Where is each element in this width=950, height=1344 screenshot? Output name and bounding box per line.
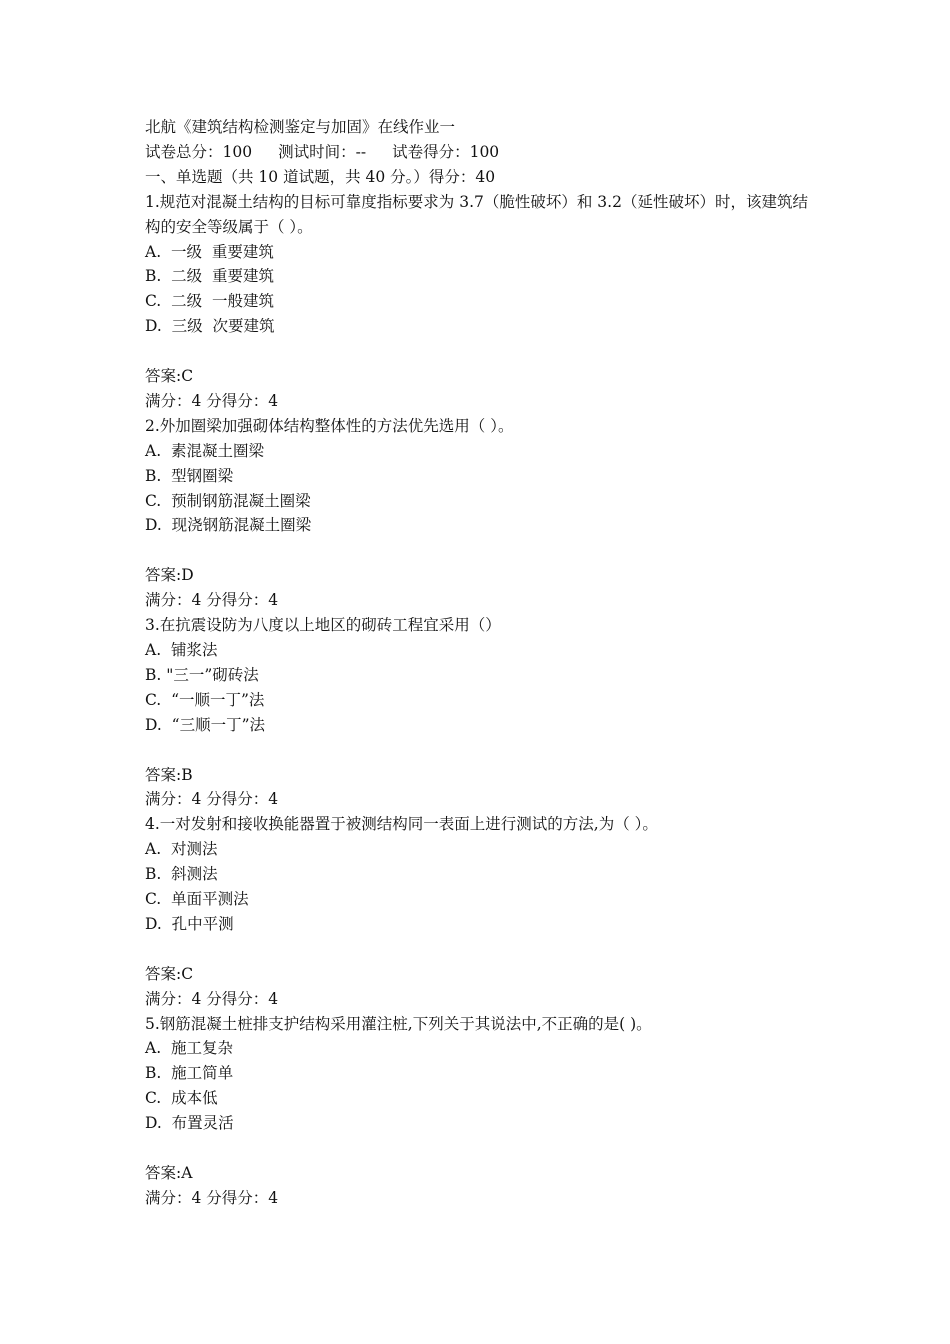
question-4 xyxy=(145,812,815,1011)
option-b: B. 施工简单 xyxy=(145,1064,234,1083)
document-title: 北航《建筑结构检测鉴定与加固》在线作业一 xyxy=(145,118,456,136)
option-b: B. "三一”砌砖法 xyxy=(145,665,259,684)
question-stem: 5.钢筋混凝土桩排支护结构采用灌注桩,下列关于其说法中,不正确的是( )。 xyxy=(145,1014,652,1033)
answer: 答案:A xyxy=(145,1163,193,1182)
section-heading: 一、单选题（共 10 道试题，共 40 分。）得分：40 xyxy=(145,167,496,186)
question-score: 满分：4 分得分：4 xyxy=(145,591,279,610)
option-a: A. 素混凝土圈梁 xyxy=(145,441,264,460)
option-a: A. 铺浆法 xyxy=(145,641,218,659)
answer: 答案:C xyxy=(145,367,194,386)
option-a: A. 施工复杂 xyxy=(145,1039,233,1058)
question-1 xyxy=(145,190,815,414)
option-d: D. 现浇钢筋混凝土圈梁 xyxy=(145,516,312,535)
question-stem: 3.在抗震设防为八度以上地区的砌砖工程宜采用（） xyxy=(145,616,501,635)
option-d: D. 三级 次要建筑 xyxy=(145,317,275,336)
question-score: 满分：4 分得分：4 xyxy=(145,1188,279,1207)
option-c: C. “一顺一丁”法 xyxy=(145,690,265,709)
option-c: C. 单面平测法 xyxy=(145,890,249,909)
answer: 答案:B xyxy=(145,765,193,784)
option-b: B. 斜测法 xyxy=(145,865,218,884)
spacer xyxy=(145,738,815,763)
option-d: D. “三顺一丁”法 xyxy=(145,715,266,734)
spacer xyxy=(145,339,815,364)
option-c: C. 预制钢筋混凝土圈梁 xyxy=(145,491,311,510)
total-score: 试卷总分：100 xyxy=(145,142,253,161)
question-stem: 1.规范对混凝土结构的目标可靠度指标要求为 3.7（脆性破坏）和 3.2（延性破坏）时，该建筑结构的安全等级属于（ ）。 xyxy=(145,192,808,236)
question-stem: 4.一对发射和接收换能器置于被测结构同一表面上进行测试的方法,为（ ）。 xyxy=(145,815,658,834)
option-c: C. 二级 一般建筑 xyxy=(145,292,274,311)
option-a: A. 一级 重要建筑 xyxy=(145,242,274,261)
question-3 xyxy=(145,613,815,812)
option-c: C. 成本低 xyxy=(145,1089,218,1108)
question-stem: 2.外加圈梁加强砌体结构整体性的方法优先选用（ ）。 xyxy=(145,416,514,435)
option-d: D. 孔中平测 xyxy=(145,914,234,933)
option-a: A. 对测法 xyxy=(145,840,218,859)
test-time: 测试时间：-- xyxy=(278,142,367,161)
answer: 答案:C xyxy=(145,964,194,983)
option-d: D. 布置灵活 xyxy=(145,1114,234,1133)
document-page xyxy=(145,115,815,1211)
question-2 xyxy=(145,414,815,613)
exam-meta xyxy=(145,140,815,165)
question-score: 满分：4 分得分：4 xyxy=(145,790,279,809)
spacer xyxy=(145,937,815,962)
spacer xyxy=(145,1136,815,1161)
option-b: B. 型钢圈梁 xyxy=(145,466,234,485)
question-score: 满分：4 分得分：4 xyxy=(145,989,279,1008)
option-b: B. 二级 重要建筑 xyxy=(145,267,275,286)
answer: 答案:D xyxy=(145,566,194,585)
question-5 xyxy=(145,1012,815,1211)
question-score: 满分：4 分得分：4 xyxy=(145,391,279,410)
obtained-score: 试卷得分：100 xyxy=(392,142,500,161)
spacer xyxy=(145,538,815,563)
